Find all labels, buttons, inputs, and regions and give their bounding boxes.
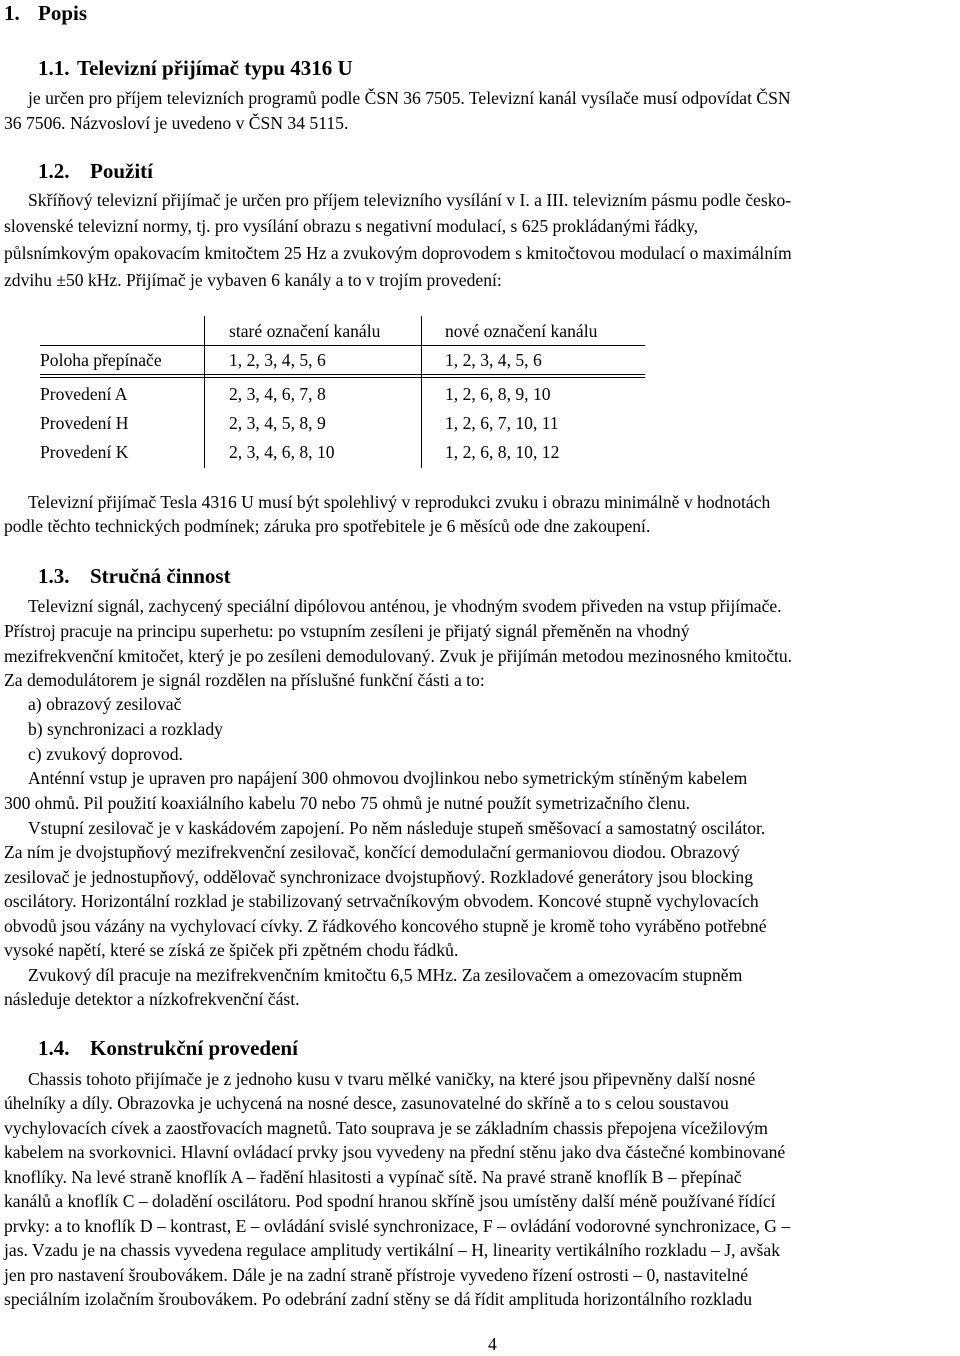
s14-line: vychylovacích cívek a zaostřovacích magnetů. Tato souprava je se základním chassis přepojena vícežilovým (4, 1118, 768, 1138)
table-row-old: 2, 3, 4, 6, 8, 10 (229, 442, 335, 462)
s11-line: 36 7506. Názvosloví je uvedeno v ČSN 34 5115. (4, 113, 349, 133)
table-divider (204, 316, 205, 468)
section-1-2-title: Použití (90, 159, 153, 183)
s13-list-item: c) zvukový doprovod. (28, 744, 183, 764)
heading-1-number: 1. (4, 1, 20, 25)
section-1-3-number: 1.3. (38, 564, 70, 588)
s13-line: Za demodulátorem je signál rozdělen na příslušné funkční části a to: (4, 670, 485, 690)
s13-line: oscilátory. Horizontální rozklad je stabilizovaný setrvačníkovým obvodem. Koncové stupně vychylovacích (4, 891, 759, 911)
table-row-label: Poloha přepínače (40, 350, 162, 370)
section-1-4-number: 1.4. (38, 1036, 70, 1060)
s13-line: obvodů jsou vázány na vychylovací cívky. Z řádkového koncového stupně je kromě toho vyráběno potřebné (4, 916, 767, 936)
s13-line: mezifrekvenční kmitočet, který je po zesíleni demodulovaný. Zvuk je přijímán metodou mezinosného kmitočtu. (4, 646, 793, 666)
s12-line: zdvihu ±50 kHz. Přijímač je vybaven 6 kanály a to v trojím provedení: (4, 270, 502, 290)
table-row-label: Provedení K (40, 442, 129, 462)
table-row-new: 1, 2, 6, 8, 10, 12 (445, 442, 560, 462)
s13-line: následuje detektor a nízkofrekvenční část. (4, 989, 300, 1009)
s14-line: speciálním izolačním šroubovákem. Po odebrání zadní stěny se dá řídit amplituda horizontálního rozkladu (4, 1289, 753, 1309)
section-1-1-title: Televizní přijímač typu 4316 U (77, 56, 353, 80)
table-rule (40, 345, 645, 346)
s14-line: knoflíky. Na levé straně knoflík A – řadění hlasitosti a vypínač sítě. Na pravé straně knoflík B – přepínač (4, 1167, 742, 1187)
section-1-2-number: 1.2. (38, 159, 70, 183)
table-row-new: 1, 2, 6, 8, 9, 10 (445, 384, 551, 404)
s14-line: úhelníky a díly. Obrazovka je uchycená na nosné desce, zasunovatelné do skříně a to s celou soustavou (4, 1093, 729, 1113)
s13-line: Vstupní zesilovač je v kaskádovém zapojení. Po něm následuje stupeň směšovací a samostatný oscilátor. (28, 818, 766, 838)
table-header-new: nové označení kanálu (445, 321, 598, 341)
s14-line: kabelem na svorkovnici. Hlavní ovládací prvky jsou vyvedeny na přední stěnu jako dva částečné kombinované (4, 1142, 786, 1162)
table-row-old: 1, 2, 3, 4, 5, 6 (229, 350, 326, 370)
section-1-4-title: Konstrukční provedení (90, 1036, 298, 1060)
table-row-label: Provedení A (40, 384, 128, 404)
s13-line: Zvukový díl pracuje na mezifrekvenčním kmitočtu 6,5 MHz. Za zesilovačem a omezovacím stupněm (28, 965, 743, 985)
s13-line: Anténní vstup je upraven pro napájení 300 ohmovou dvojlinkou nebo symetrickým stíněným kabelem (28, 768, 748, 788)
s12-line: slovenské televizní normy, tj. pro vysílání obrazu s negativní modulací, s 625 prokládanými řádky, (4, 216, 698, 236)
s14-line: Chassis tohoto přijímače je z jednoho kusu v tvaru mělké vaničky, na které jsou připevněny další nosné (28, 1069, 756, 1089)
table-header-old: staré označení kanálu (229, 321, 381, 341)
table-row-old: 2, 3, 4, 6, 7, 8 (229, 384, 326, 404)
table-row-label: Provedení H (40, 413, 129, 433)
s13-list-item: a) obrazový zesilovač (28, 694, 182, 714)
table-row-old: 2, 3, 4, 5, 8, 9 (229, 413, 326, 433)
s13-list-item: b) synchronizaci a rozklady (28, 719, 223, 739)
s12-line: půlsnímkovým opakovacím kmitočtem 25 Hz a zvukovým doprovodem s kmitočtovou modulací o maximálním (4, 243, 792, 263)
table-rule (40, 377, 645, 378)
section-1-3-title: Stručná činnost (90, 564, 231, 588)
s14-line: prvky: a to knoflík D – kontrast, E – ovládání svislé synchronizace, F – ovládání vodorovné synchronizace, G – (4, 1216, 791, 1236)
paragraph-line: podle těchto technických podmínek; záruka pro spotřebitele je 6 měsíců ode dne zakoupení. (4, 516, 651, 536)
s14-line: jen pro nastavení šroubovákem. Dále je na zadní straně přístroje vyvedeno řízení ostrosti – 0, nastavitelné (4, 1265, 749, 1285)
s13-line: Přístroj pracuje na principu superhetu: po vstupním zesíleni je přijatý signál přeměněn na vhodný (4, 621, 690, 641)
paragraph-line: Televizní přijímač Tesla 4316 U musí být spolehlivý v reprodukci zvuku i obrazu minimálně v hodnotách (28, 492, 771, 512)
table-divider (421, 316, 422, 468)
s13-line: vysoké napětí, které se získá ze špiček při zpětném chodu řádků. (4, 940, 459, 960)
s14-line: jas. Vzadu je na chassis vyvedena regulace amplitudy vertikální – H, linearity vertikálního rozkladu – J, avšak (4, 1240, 781, 1260)
section-1-1-number: 1.1. (38, 56, 70, 80)
table-row-new: 1, 2, 6, 7, 10, 11 (445, 413, 559, 433)
table-rule (40, 374, 645, 375)
s13-line: Za ním je dvojstupňový mezifrekvenční zesilovač, končící demodulační germaniovou diodou. Obrazový (4, 842, 740, 862)
s11-line: je určen pro příjem televizních programů podle ČSN 36 7505. Televizní kanál vysílače musí odpovídat ČSN (28, 88, 791, 108)
s14-line: kanálů a knoflík C – doladění oscilátoru. Pod spodní hranou skříně jsou umístěny další méně používané řídící (4, 1191, 776, 1211)
table-row-new: 1, 2, 3, 4, 5, 6 (445, 350, 542, 370)
s12-line: Skříňový televizní přijímač je určen pro příjem televizního vysílání v I. a III. televizním pásmu podle česko- (28, 190, 792, 210)
heading-1-title: Popis (38, 1, 88, 25)
page-number: 4 (488, 1334, 497, 1354)
s13-line: Televizní signál, zachycený speciální dipólovou anténou, je vhodným svodem přiveden na vstup přijímače. (28, 596, 782, 616)
s13-line: 300 ohmů. Pil použití koaxiálního kabelu 70 nebo 75 ohmů je nutné použít symetrizačního členu. (4, 793, 691, 813)
s13-line: zesilovač je jednostupňový, oddělovač synchronizace dvojstupňový. Rozkladové generátory jsou blocking (4, 867, 754, 887)
